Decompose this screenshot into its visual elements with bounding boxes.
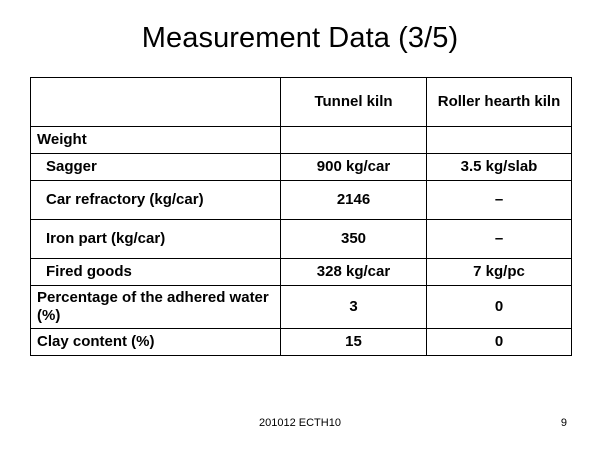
- table-header-row: [31, 78, 572, 127]
- roller-value: 0: [427, 329, 572, 356]
- roller-value: 7 kg/pc: [427, 259, 572, 286]
- table-row: [31, 127, 572, 154]
- tunnel-value: 15: [281, 329, 427, 356]
- roller-value: 3.5 kg/slab: [427, 154, 572, 181]
- row-label: Sagger: [31, 154, 281, 181]
- row-label: Iron part (kg/car): [31, 220, 281, 259]
- table-row: [31, 329, 572, 356]
- row-label: Percentage of the adhered water (%): [31, 286, 281, 329]
- footer-text: 201012 ECTH10: [259, 417, 341, 429]
- table-row: [31, 181, 572, 220]
- table-row: [31, 286, 572, 329]
- header-cell-roller-hearth-kiln: Roller hearth kiln: [427, 78, 572, 127]
- roller-value: [427, 127, 572, 154]
- roller-value: –: [427, 181, 572, 220]
- row-label: Weight: [31, 127, 281, 154]
- header-cell-tunnel-kiln: Tunnel kiln: [281, 78, 427, 127]
- tunnel-value: 3: [281, 286, 427, 329]
- table-row: [31, 220, 572, 259]
- header-cell-empty: [31, 78, 281, 127]
- table-row: [31, 259, 572, 286]
- tunnel-value: 328 kg/car: [281, 259, 427, 286]
- page-number: 9: [560, 417, 567, 429]
- row-label: Car refractory (kg/car): [31, 181, 281, 220]
- tunnel-value: 2146: [281, 181, 427, 220]
- measurement-table: [30, 77, 572, 356]
- tunnel-value: 900 kg/car: [281, 154, 427, 181]
- row-label: Clay content (%): [31, 329, 281, 356]
- slide-title: Measurement Data (3/5): [141, 22, 459, 54]
- roller-value: –: [427, 220, 572, 259]
- row-label: Fired goods: [31, 259, 281, 286]
- roller-value: 0: [427, 286, 572, 329]
- tunnel-value: [281, 127, 427, 154]
- tunnel-value: 350: [281, 220, 427, 259]
- table-row: [31, 154, 572, 181]
